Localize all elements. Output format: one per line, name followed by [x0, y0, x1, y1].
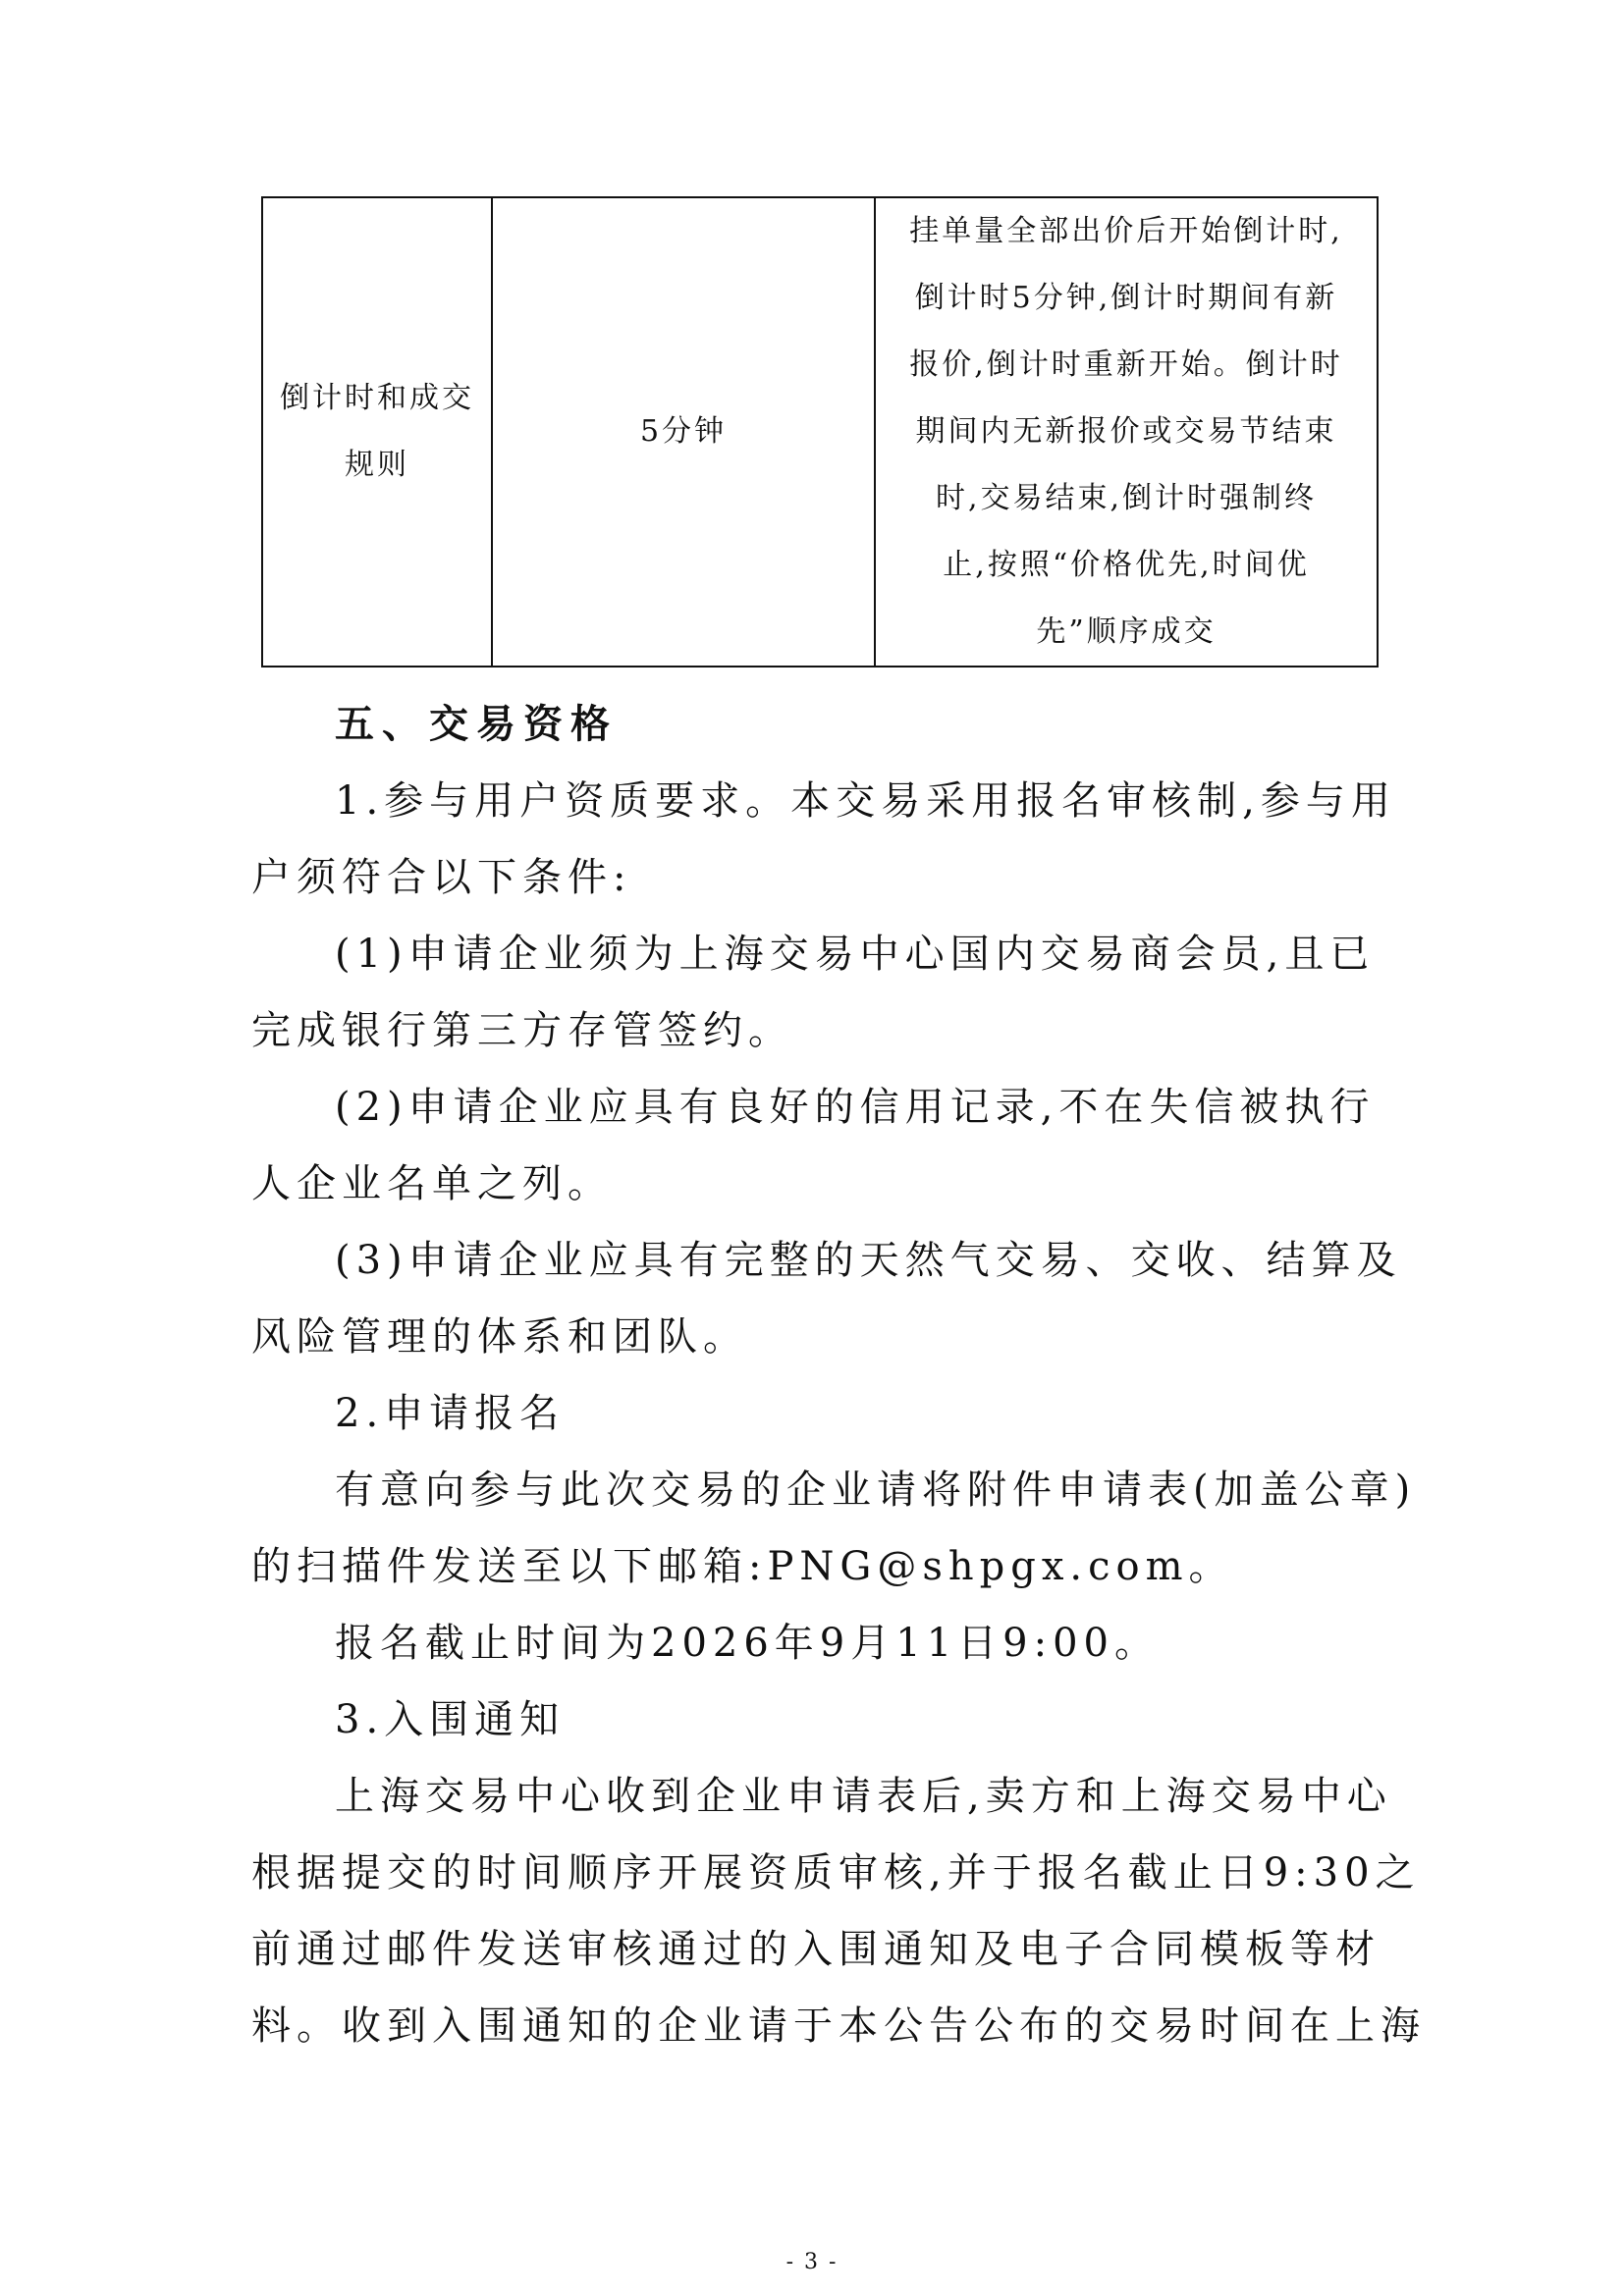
duration-value: 5分钟 [639, 414, 728, 449]
page-number: - 3 - [785, 2250, 839, 2274]
description-line: 报价,倒计时重新开始。倒计时 [909, 347, 1343, 382]
paragraph-line: 料。收到入围通知的企业请于本公告公布的交易时间在上海 [251, 2003, 1426, 2049]
paragraph-line: 前通过邮件发送审核通过的入围通知及电子合同模板等材 [251, 1927, 1380, 1972]
description-line: 先”顺序成交 [1036, 614, 1217, 649]
paragraph-line: 风险管理的体系和团队。 [251, 1314, 748, 1360]
paragraph-line: 的扫描件发送至以下邮箱:PNG@shpgx.com。 [251, 1544, 1234, 1589]
paragraph-line: 人企业名单之列。 [251, 1161, 613, 1206]
table-row [262, 197, 1378, 667]
description-line: 时,交易结束,倒计时强制终 [935, 481, 1318, 515]
paragraph-line: 有意向参与此次交易的企业请将附件申请表(加盖公章) [335, 1468, 1417, 1513]
paragraph-line: (3)申请企业应具有完整的天然气交易、交收、结算及 [335, 1238, 1402, 1283]
paragraph-line: (1)申请企业须为上海交易中心国内交易商会员,且已 [335, 932, 1376, 977]
description-line: 期间内无新报价或交易节结束 [915, 414, 1337, 449]
rule-name-line: 倒计时和成交 [280, 381, 474, 415]
subsection-title: 2.申请报名 [335, 1391, 566, 1436]
description-line: 倒计时5分钟,倒计时期间有新 [914, 281, 1338, 315]
trading-rules-table [261, 196, 1379, 667]
duration-cell [492, 197, 875, 667]
subsection-title: 3.入围通知 [335, 1697, 566, 1742]
paragraph-line: 上海交易中心收到企业申请表后,卖方和上海交易中心 [335, 1774, 1392, 1819]
section-title: 五、交易资格 [335, 702, 618, 747]
paragraph-line: 报名截止时间为2026年9月11日9:00。 [335, 1621, 1160, 1666]
paragraph-line: 户须符合以下条件: [251, 855, 632, 900]
paragraph-line: 1.参与用户资质要求。本交易采用报名审核制,参与用 [335, 778, 1396, 824]
rule-name-cell [262, 197, 492, 667]
paragraph-line: (2)申请企业应具有良好的信用记录,不在失信被执行 [335, 1085, 1376, 1130]
description-cell [875, 197, 1378, 667]
description-line: 止,按照“价格优先,时间优 [943, 548, 1310, 582]
description-line: 挂单量全部出价后开始倒计时, [909, 214, 1343, 248]
paragraph-line: 完成银行第三方存管签约。 [251, 1008, 793, 1053]
paragraph-line: 根据提交的时间顺序开展资质审核,并于报名截止日9:30之 [251, 1850, 1421, 1896]
rule-name-line: 规则 [345, 448, 409, 482]
